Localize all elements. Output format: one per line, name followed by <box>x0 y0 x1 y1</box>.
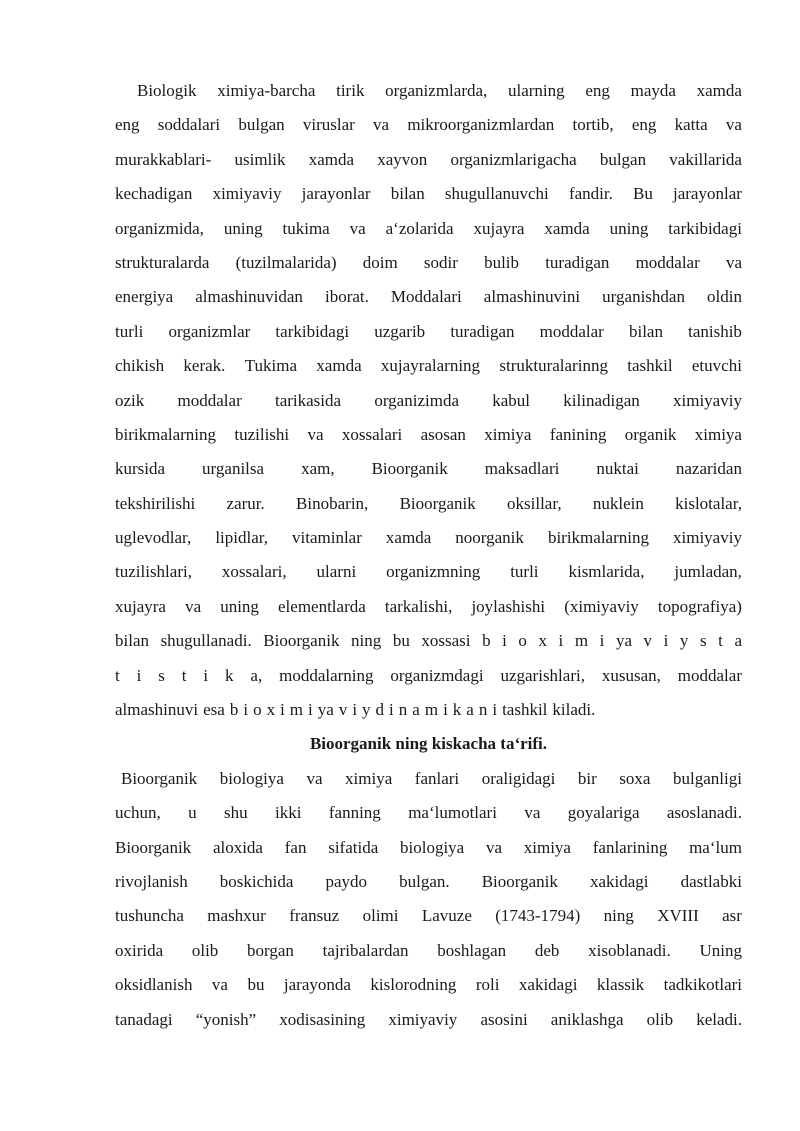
text-line: kechadigan ximiyaviy jarayonlar bilan shugullanuvchi fandir. Bu jarayonlar <box>115 184 742 204</box>
text-line: tanadagi “yonish” xodisasining ximiyaviy asosini aniklashga olib keladi. <box>115 1009 742 1029</box>
text-line: birikmalarning tuzilishi va xossalari asosan ximiya fanining organik ximiya <box>115 424 742 444</box>
document-page <box>115 74 742 1037</box>
text-line: Biologik ximiya-barcha tirik organizmlarda, ularning eng mayda xamda <box>137 81 742 100</box>
text-line: xujayra va uning elementlarda tarkalishi, joylashishi (ximiyaviy topografiya) <box>115 596 742 616</box>
text-line: murakkablari- usimlik xamda xayvon organizmlarigacha bulgan vakillarida <box>115 149 742 169</box>
text-line: tuzilishlari, xossalari, ularni organizmning turli kismlarida, jumladan, <box>115 562 742 582</box>
text-line: ozik moddalar tarikasida organizimda kabul kilinadigan ximiyaviy <box>115 390 742 410</box>
text-line: uchun, u shu ikki fanning ma‘lumotlari va goyalariga asoslanadi. <box>115 803 742 823</box>
paragraph-bioorganik-tarifi <box>115 762 742 1037</box>
text-line: eng soddalari bulgan viruslar va mikroorganizmlardan tortib, eng katta va <box>115 115 742 135</box>
text-line: kursida urganilsa xam, Bioorganik maksadlari nuktai nazaridan <box>115 459 742 479</box>
text-line: almashinuvi esa b i o x i m i ya v i y d i n a m i k a n i tashkil kiladi. <box>115 700 596 720</box>
text-line: turli organizmlar tarkibidagi uzgarib turadigan moddalar bilan tanishib <box>115 321 742 341</box>
text-line: oxirida olib borgan tajribalardan boshlagan deb xisoblanadi. Uning <box>115 940 742 960</box>
text-line: rivojlanish boskichida paydo bulgan. Bioorganik xakidagi dastlabki <box>115 871 742 891</box>
text-line: Bioorganik biologiya va ximiya fanlari oraligidagi bir soxa bulganligi <box>121 768 742 788</box>
text-line: oksidlanish va bu jarayonda kislorodning roli xakidagi klassik tadkikotlari <box>115 975 742 995</box>
text-line: uglevodlar, lipidlar, vitaminlar xamda noorganik birikmalarning ximiyaviy <box>115 528 742 548</box>
text-line: organizmida, uning tukima va a‘zolarida xujayra xamda uning tarkibidagi <box>115 218 742 238</box>
text-line: chikish kerak. Tukima xamda xujayralarning strukturalarinng tashkil etuvchi <box>115 356 742 376</box>
text-line: t i s t i k a, moddalarning organizmdagi uzgarishlari, xususan, moddalar <box>115 665 742 685</box>
text-line: energiya almashinuvidan iborat. Moddalari almashinuvini urganishdan oldin <box>115 287 742 307</box>
text-line: tekshirilishi zarur. Binobarin, Bioorganik oksillar, nuklein kislotalar, <box>115 493 742 513</box>
text-line: bilan shugullanadi. Bioorganik ning bu xossasi b i o x i m i ya v i y s t a <box>115 631 742 651</box>
text-line: strukturalarda (tuzilmalarida) doim sodir bulib turadigan moddalar va <box>115 252 742 272</box>
text-line: tushuncha mashxur fransuz olimi Lavuze (1743-1794) ning XVIII asr <box>115 906 742 926</box>
text-line: Bioorganik aloxida fan sifatida biologiya va ximiya fanlarining ma‘lum <box>115 837 742 857</box>
paragraph-biologik-ximiya <box>115 74 742 727</box>
section-heading: Bioorganik ning kiskacha ta‘rifi. <box>309 734 548 754</box>
